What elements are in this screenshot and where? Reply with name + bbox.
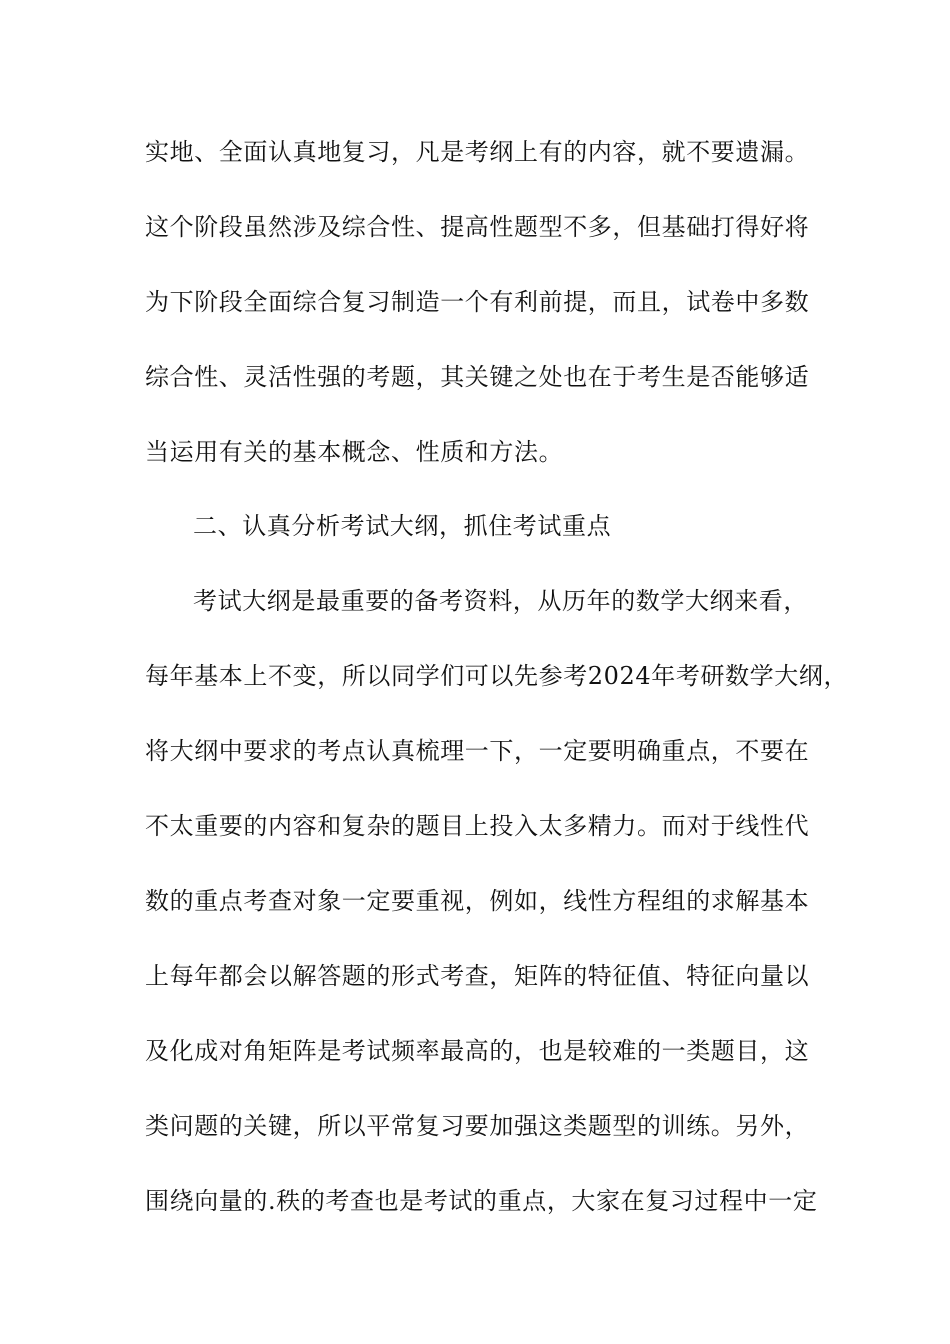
body-text-line: 综合性、灵活性强的考题，其关键之处也在于考生是否能够适 [145,363,810,391]
body-text-line: 将大纲中要求的考点认真梳理一下，一定要明确重点，不要在 [145,737,810,765]
body-text-line: 实地、全面认真地复习，凡是考纲上有的内容，就不要遗漏。 [145,138,810,166]
body-text-line: 及化成对角矩阵是考试频率最高的，也是较难的一类题目，这 [145,1037,810,1065]
body-text-line: 类问题的关键，所以平常复习要加强这类题型的训练。另外， [145,1112,810,1140]
body-text-line: 上每年都会以解答题的形式考查，矩阵的特征值、特征向量以 [145,962,810,990]
body-text-line: 考试大纲是最重要的备考资料，从历年的数学大纲来看， [193,587,808,615]
section-heading: 二、认真分析考试大纲，抓住考试重点 [193,512,612,540]
body-text-line: 不太重要的内容和复杂的题目上投入太多精力。而对于线性代 [145,812,810,840]
body-text-line: 围绕向量的.秩的考查也是考试的重点，大家在复习过程中一定 [145,1187,818,1215]
body-text-line: 每年基本上不变，所以同学们可以先参考2024年考研数学大纲， [145,662,849,690]
body-text-line: 为下阶段全面综合复习制造一个有利前提，而且，试卷中多数 [145,288,810,316]
body-text-line: 当运用有关的基本概念、性质和方法。 [145,438,564,466]
body-text-line: 数的重点考查对象一定要重视，例如，线性方程组的求解基本 [145,887,810,915]
body-text-line: 这个阶段虽然涉及综合性、提高性题型不多，但基础打得好将 [145,213,810,241]
